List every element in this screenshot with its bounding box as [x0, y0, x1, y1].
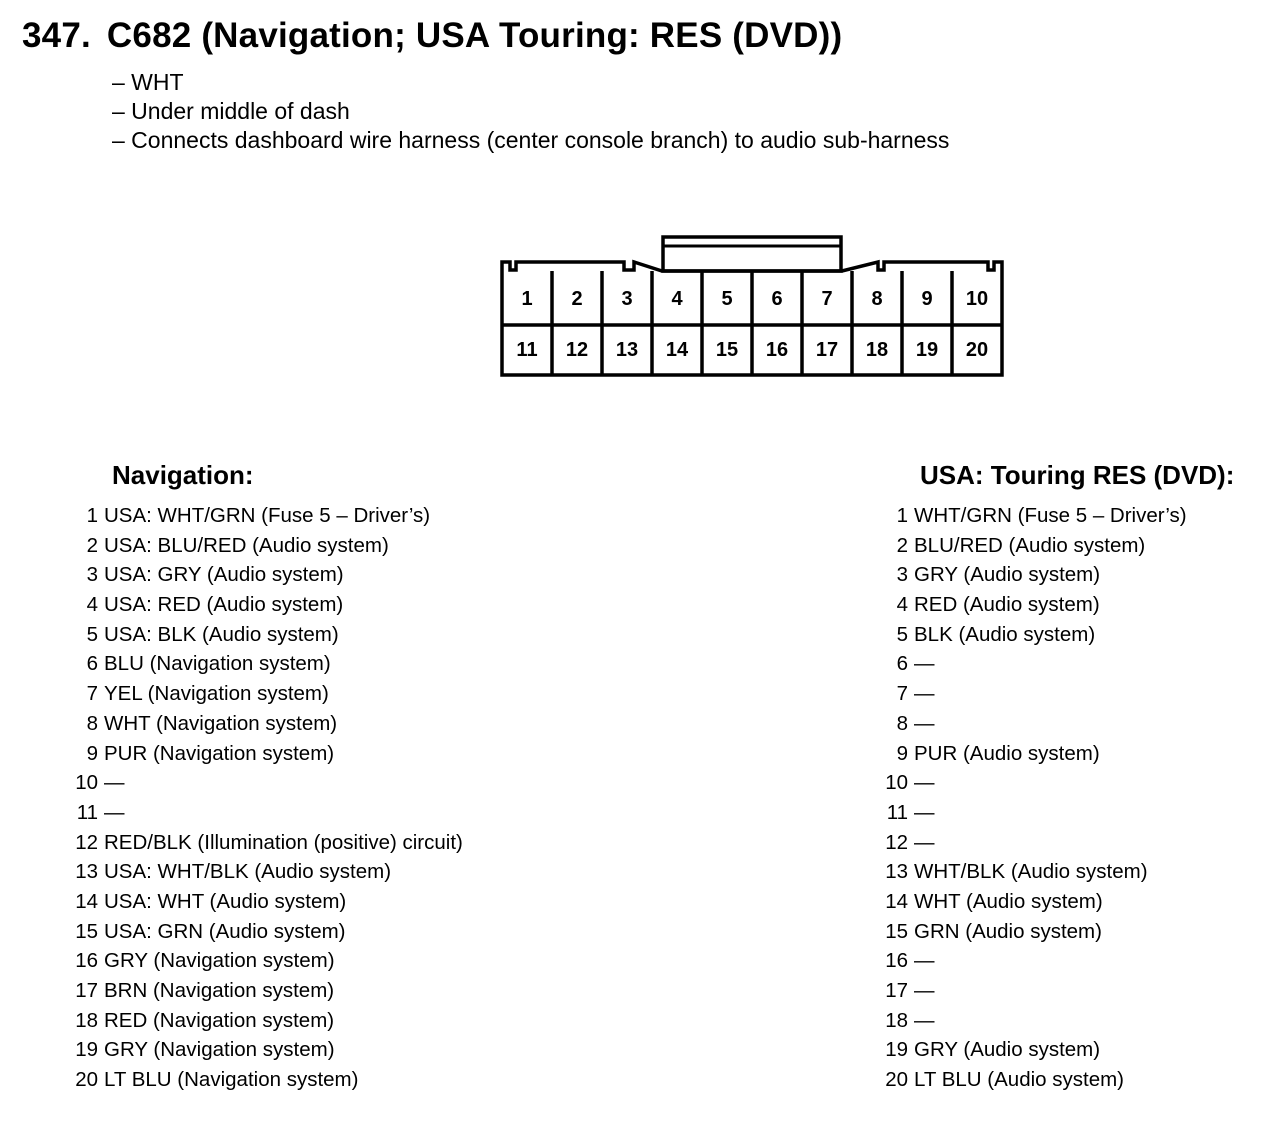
touring-pin-number: 16 [885, 949, 908, 973]
navigation-pin-number: 2 [86, 533, 98, 557]
navigation-pin-description: RED/BLK (Illumination (positive) circuit) [104, 830, 463, 854]
touring-pin-row [878, 620, 1187, 650]
touring-pin-number: 6 [896, 652, 908, 676]
note-color: – WHT [112, 69, 184, 95]
touring-pin-number: 3 [896, 563, 908, 587]
page-title [22, 16, 842, 56]
touring-pin-number: 18 [885, 1008, 908, 1032]
navigation-pin-description: USA: WHT/GRN (Fuse 5 – Driver’s) [104, 504, 431, 527]
touring-pin-description: GRN (Audio system) [914, 919, 1102, 943]
touring-pin-description: — [914, 979, 935, 1002]
navigation-pin-number: 13 [75, 860, 98, 884]
touring-pin-number: 4 [896, 593, 908, 617]
touring-pin-row [878, 1006, 1187, 1036]
touring-pin-description: GRY (Audio system) [914, 563, 1101, 587]
navigation-pin-row [68, 531, 463, 561]
navigation-pin-row [68, 679, 463, 709]
navigation-pin-number: 11 [76, 800, 98, 824]
touring-pin-description: — [914, 949, 935, 973]
note-connection: – Connects dashboard wire harness (center console branch) to audio sub-harness [112, 127, 950, 153]
navigation-pin-row [68, 1035, 463, 1065]
touring-pin-description: RED (Audio system) [914, 593, 1100, 617]
cavity-pin-label: 8 [871, 288, 883, 310]
navigation-pin-description: USA: BLU/RED (Audio system) [104, 533, 389, 557]
touring-pin-number: 14 [885, 889, 908, 913]
touring-pin-number: 1 [896, 504, 908, 527]
touring-pin-list [878, 501, 1187, 1095]
navigation-pin-row [68, 590, 463, 620]
navigation-pin-row [68, 560, 463, 590]
navigation-pin-description: LT BLU (Navigation system) [104, 1068, 359, 1092]
navigation-pin-number: 16 [75, 949, 98, 973]
touring-pin-description: — [914, 830, 935, 854]
cavity-pin-label: 20 [965, 339, 989, 361]
navigation-pin-number: 10 [75, 771, 98, 795]
navigation-pin-row [68, 887, 463, 917]
touring-pin-description: — [914, 771, 935, 795]
navigation-pin-description: USA: GRY (Audio system) [104, 563, 344, 587]
navigation-pin-row [68, 739, 463, 769]
cavity-pin-label: 2 [571, 288, 583, 310]
navigation-pin-row [68, 1065, 463, 1095]
touring-pin-row [878, 649, 1187, 679]
navigation-pin-number: 19 [75, 1038, 98, 1062]
touring-pin-row [878, 946, 1187, 976]
touring-pin-row [878, 887, 1187, 917]
touring-pin-description: — [914, 682, 935, 706]
touring-header: USA: Touring RES (DVD): [920, 460, 1235, 490]
navigation-pin-number: 15 [75, 919, 98, 943]
navigation-pin-number: 17 [75, 979, 98, 1002]
touring-pin-description: BLU/RED (Audio system) [914, 533, 1146, 557]
navigation-pin-number: 6 [86, 652, 98, 676]
touring-pin-description: — [914, 652, 935, 676]
navigation-pin-row [68, 976, 463, 1006]
navigation-pin-row [68, 709, 463, 739]
navigation-pin-number: 9 [86, 741, 98, 765]
cavity-pin-label: 11 [516, 339, 538, 361]
touring-pin-row [878, 531, 1187, 561]
navigation-pin-number: 8 [86, 711, 98, 735]
navigation-pin-number: 1 [86, 504, 98, 527]
cavity-pin-label: 14 [665, 339, 689, 361]
navigation-pin-list [68, 501, 463, 1095]
navigation-pin-number: 4 [86, 593, 98, 617]
touring-pin-description: GRY (Audio system) [914, 1038, 1101, 1062]
touring-pin-number: 7 [896, 682, 908, 706]
navigation-pin-row [68, 917, 463, 947]
touring-pin-row [878, 1065, 1187, 1095]
touring-pin-row [878, 828, 1187, 858]
cavity-pin-label: 6 [771, 288, 783, 310]
touring-pin-number: 12 [885, 830, 908, 854]
navigation-pin-row [68, 768, 463, 798]
cavity-pin-label: 5 [721, 288, 733, 310]
touring-pin-row [878, 679, 1187, 709]
touring-pin-description: WHT/BLK (Audio system) [914, 860, 1148, 884]
touring-pin-row [878, 590, 1187, 620]
cavity-pin-label: 15 [715, 339, 739, 361]
touring-pin-description: — [914, 800, 935, 824]
cavity-pin-label: 17 [815, 339, 839, 361]
page-title-text: C682 (Navigation; USA Touring: RES (DVD)) [106, 16, 843, 55]
connector-notes [112, 68, 949, 155]
navigation-pin-description: USA: WHT (Audio system) [104, 889, 347, 913]
navigation-pin-number: 14 [75, 889, 98, 913]
touring-pin-number: 15 [885, 919, 908, 943]
touring-pin-row [878, 768, 1187, 798]
cavity-pin-label: 1 [521, 288, 533, 310]
cavity-pin-label: 10 [965, 288, 989, 310]
navigation-pin-description: — [104, 771, 125, 795]
navigation-pin-description: BRN (Navigation system) [104, 979, 335, 1002]
cavity-pin-label: 19 [915, 339, 939, 361]
touring-pin-number: 9 [896, 741, 908, 765]
touring-pin-number: 17 [885, 979, 908, 1002]
touring-pin-number: 13 [885, 860, 908, 884]
navigation-pin-number: 12 [75, 830, 98, 854]
touring-pin-number: 11 [886, 800, 908, 824]
touring-pin-number: 10 [885, 771, 908, 795]
navigation-pin-description: USA: GRN (Audio system) [104, 919, 346, 943]
navigation-pin-row [68, 946, 463, 976]
touring-pin-row [878, 917, 1187, 947]
cavity-pin-label: 7 [821, 288, 833, 310]
connector-latch [663, 237, 841, 271]
touring-pin-description: BLK (Audio system) [914, 622, 1096, 646]
navigation-header: Navigation: [112, 460, 254, 490]
navigation-pin-description: — [104, 800, 125, 824]
touring-pin-row [878, 739, 1187, 769]
navigation-pin-row [68, 1006, 463, 1036]
page-title-number: 347. [22, 16, 91, 55]
navigation-pin-row [68, 798, 463, 828]
touring-pin-row [878, 501, 1187, 531]
touring-pin-description: WHT/GRN (Fuse 5 – Driver’s) [914, 504, 1187, 527]
touring-pin-description: — [914, 1008, 935, 1032]
cavity-pin-label: 12 [565, 339, 589, 361]
connector-face-diagram [480, 222, 1020, 387]
touring-pin-number: 19 [885, 1038, 908, 1062]
cavity-pin-label: 18 [865, 339, 889, 361]
navigation-pin-description: GRY (Navigation system) [104, 949, 335, 973]
navigation-pin-description: RED (Navigation system) [104, 1008, 335, 1032]
navigation-pin-description: USA: BLK (Audio system) [104, 622, 339, 646]
navigation-pin-number: 18 [75, 1008, 98, 1032]
navigation-pin-number: 3 [86, 563, 98, 587]
touring-pin-row [878, 1035, 1187, 1065]
navigation-pin-description: WHT (Navigation system) [104, 711, 338, 735]
navigation-pin-number: 20 [75, 1068, 98, 1092]
touring-pin-description: PUR (Audio system) [914, 741, 1100, 765]
touring-pin-row [878, 857, 1187, 887]
cavity-pin-label: 3 [621, 288, 633, 310]
navigation-pin-description: GRY (Navigation system) [104, 1038, 335, 1062]
touring-pin-number: 8 [896, 711, 908, 735]
navigation-pin-description: BLU (Navigation system) [104, 652, 331, 676]
touring-pin-row [878, 976, 1187, 1006]
cavity-pin-label: 9 [921, 288, 933, 310]
navigation-pin-row [68, 620, 463, 650]
touring-pin-row [878, 560, 1187, 590]
touring-pin-number: 5 [896, 622, 908, 646]
touring-pin-row [878, 798, 1187, 828]
cavity-pin-label: 4 [671, 288, 683, 310]
note-location: – Under middle of dash [112, 98, 350, 124]
navigation-pin-description: PUR (Navigation system) [104, 741, 335, 765]
navigation-pin-description: YEL (Navigation system) [104, 682, 329, 706]
navigation-pin-row [68, 828, 463, 858]
touring-pin-row [878, 709, 1187, 739]
navigation-pin-row [68, 501, 463, 531]
navigation-pin-row [68, 857, 463, 887]
touring-pin-number: 2 [896, 533, 908, 557]
navigation-pin-number: 5 [86, 622, 98, 646]
cavity-pin-label: 16 [765, 339, 789, 361]
navigation-pin-description: USA: RED (Audio system) [104, 593, 344, 617]
touring-pin-description: WHT (Audio system) [914, 889, 1103, 913]
touring-pin-number: 20 [885, 1068, 908, 1092]
navigation-pin-number: 7 [86, 682, 98, 706]
navigation-pin-description: USA: WHT/BLK (Audio system) [104, 860, 392, 884]
touring-pin-description: — [914, 711, 935, 735]
touring-pin-description: LT BLU (Audio system) [914, 1068, 1125, 1092]
navigation-pin-row [68, 649, 463, 679]
cavity-pin-label: 13 [615, 339, 639, 361]
